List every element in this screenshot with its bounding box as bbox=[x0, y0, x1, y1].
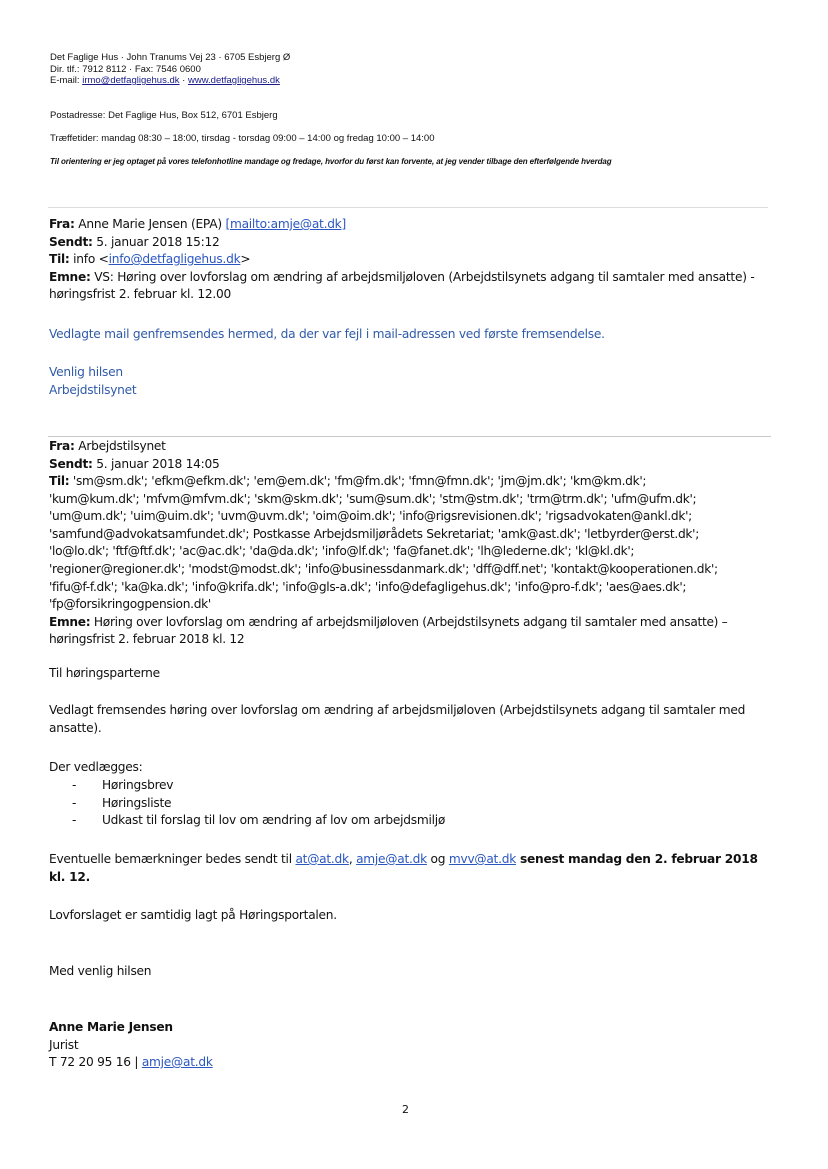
letterhead-postal: Postadresse: Det Faglige Hus, Box 512, 6701 Esbjerg bbox=[50, 110, 278, 121]
original-subject: Emne: Høring over lovforslag om ændring af arbejdsmiljøloven (Arbejdstilsynets adgang til samtaler med ansatte) – bbox=[49, 614, 728, 629]
original-from: Fra: Arbejdstilsynet bbox=[49, 439, 166, 453]
divider bbox=[48, 436, 771, 437]
letterhead-website-link[interactable]: www.detfagligehus.dk bbox=[187, 75, 280, 86]
remarks-link-mvv[interactable]: mvv@at.dk bbox=[448, 852, 517, 866]
page-number: 2 bbox=[402, 1103, 409, 1116]
forward-signature: Venlig hilsen Arbejdstilsynet bbox=[49, 365, 137, 397]
list-item: - Udkast til forslag til lov om ændring af lov om arbejdsmiljø bbox=[72, 813, 446, 827]
letterhead-phone: Dir. tlf.: 7912 8112 · Fax: 7546 0600 bbox=[50, 63, 201, 75]
original-header bbox=[49, 438, 779, 473]
forward-to: Til: info <info@detfagligehus.dk> bbox=[49, 252, 251, 266]
original-salutation: Til høringsparterne bbox=[49, 666, 160, 680]
letterhead-address: Det Faglige Hus · John Tranums Vej 23 · 6705 Esbjerg Ø bbox=[50, 52, 291, 63]
forward-to-link[interactable]: info@detfagligehus.dk bbox=[108, 252, 241, 266]
original-portal: Lovforslaget er samtidig lagt på Høringsportalen. bbox=[49, 908, 337, 922]
forward-body: Vedlagte mail genfremsendes hermed, da der var fejl i mail-adressen ved første fremsendelse. bbox=[49, 327, 605, 341]
letterhead bbox=[50, 52, 290, 87]
letterhead-email-link[interactable]: irmo@detfagligehus.dk bbox=[82, 75, 180, 86]
attachments-label: Der vedlægges: bbox=[49, 760, 143, 774]
remarks-link-at[interactable]: at@at.dk bbox=[295, 852, 349, 866]
letterhead-email-line: E-mail: irmo@detfagligehus.dk · www.detfagligehus.dk bbox=[50, 75, 280, 86]
original-sent: Sendt: 5. januar 2018 14:05 bbox=[49, 456, 220, 471]
original-intro: Vedlagt fremsendes høring over lovforslag om ændring af arbejdsmiljøloven (Arbejdstilsynets adgang til samtaler med ansatte). bbox=[49, 703, 746, 735]
divider bbox=[48, 207, 768, 208]
forward-mailto-link[interactable]: [mailto:amje@at.dk] bbox=[225, 217, 346, 231]
signature-name: Anne Marie Jensen bbox=[49, 1020, 173, 1034]
original-remarks: Eventuelle bemærkninger bedes sendt til at@at.dk, amje@at.dk og mvv@at.dk senest mandag den 2. februar 2018 kl. 12. bbox=[49, 852, 758, 884]
forward-from: Fra: Anne Marie Jensen (EPA) [mailto:amje@at.dk] bbox=[49, 217, 346, 231]
original-closing: Med venlig hilsen bbox=[49, 964, 152, 978]
list-item: - Høringsliste bbox=[72, 795, 172, 810]
forward-header bbox=[49, 216, 779, 304]
signature bbox=[49, 1019, 779, 1072]
list-item: - Høringsbrev bbox=[72, 778, 174, 792]
letterhead-hours: Træffetider: mandag 08:30 – 18:00, tirsdag - torsdag 09:00 – 14:00 og fredag 10:00 – 14:00 bbox=[50, 133, 435, 144]
forward-subject: Emne: VS: Høring over lovforslag om ændring af arbejdsmiljøloven (Arbejdstilsynets adgang til samtaler med ansatte) - høringsfrist 2. februar kl. 12.00 bbox=[49, 269, 755, 301]
signature-email-link[interactable]: amje@at.dk bbox=[141, 1055, 213, 1069]
signature-contact: T 72 20 95 16 | amje@at.dk bbox=[49, 1055, 213, 1069]
remarks-link-amje[interactable]: amje@at.dk bbox=[356, 852, 427, 866]
signature-title: Jurist bbox=[49, 1037, 79, 1052]
original-recipients: Til: 'sm@sm.dk'; 'efkm@efkm.dk'; 'em@em.dk'; 'fm@fm.dk'; 'fmn@fmn.dk'; 'jm@jm.dk'; 'km@km.dk'; 'kum@kum.dk'; 'mfvm@mfvm.dk'; 'skm@skm.dk'; 'sum@sum.dk'; 'stm@stm.dk'; 'trm@trm.dk'; 'ufm@ufm.dk'; 'um@um.dk'; 'uim@uim.dk'; 'uvm@uvm.dk'; 'oim@oim.dk'; 'info@rigsrevisionen.dk'; 'rigsadvokaten@ankl.dk'; 'samfund@advokatsamfundet.dk'; Postkasse Arbejdsmiljørådets Sekretariat; 'amk@ast.dk'; 'letbyrder@erst.dk'; 'lo@lo.dk'; 'ftf@ftf.dk'; 'ac@ac.dk'; 'da@da.dk'; 'info@lf.dk'; 'fa@fanet.dk'; 'lh@lederne.dk'; 'kl@kl.dk'; 'regioner@regioner.dk'; 'modst@modst.dk'; 'info@businessdanmark.dk'; 'dff@dff.net'; 'kontakt@kooperationen.dk'; 'fifu@f-f.dk'; 'ka@ka.dk'; 'info@krifa.dk'; 'info@gls-a.dk'; 'info@defagligehus.dk'; 'info@pro-f.dk'; 'aes@aes.dk'; 'fp@forsikringogpension.dk' Emne: Høring over lovforslag om ændring af arbejdsmiljøloven (Arbejdstilsynets adgang til samtaler med ansatte) – høringsfrist 2. februar 2018 kl. 12 bbox=[49, 473, 779, 649]
letterhead-notice: Til orientering er jeg optaget på vores telefonhotline mandage og fredage, hvorfor du først kan forvente, at jeg vender tilbage den efterfølgende hverdag bbox=[50, 157, 612, 166]
attachments-list bbox=[72, 777, 445, 830]
forward-sent: Sendt: 5. januar 2018 15:12 bbox=[49, 234, 220, 249]
